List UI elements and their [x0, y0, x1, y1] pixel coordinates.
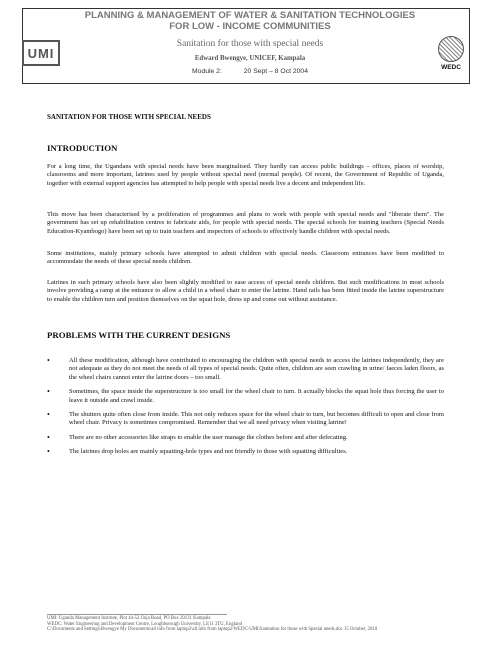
paragraph-3: Some institutions, mainly primary schools have attempted to admit children with special needs. Classroom entrances have been modified to accommodate the needs of these special needs children.	[47, 250, 444, 266]
section-heading-introduction: INTRODUCTION	[47, 143, 118, 153]
document-footer	[47, 614, 467, 633]
bullet-icon: •	[47, 356, 50, 365]
problems-list	[47, 357, 444, 457]
bullet-icon: •	[47, 447, 50, 457]
footer-line-path: C:\Documents and Settings\Bwengye My Documents\all info from laptop2\all info from laptop2\WEDC-UMI\Sanitation for those with Special needs.doc 15 October, 2010	[47, 627, 378, 633]
header-title-line1: PLANNING & MANAGEMENT OF WATER & SANITATION TECHNOLOGIES	[84, 10, 416, 21]
list-item-text: Sometimes, the space inside the superstructure is too small for the wheel chair to turn. It actually blocks the squat hole thus forcing the user to leave it outside and crawl inside.	[69, 388, 444, 404]
header-module: Module 2:	[192, 68, 222, 75]
paragraph-1: For a long time, the Ugandans with special needs have been marginalised. They hardly can access public buildings – offices, places of worship, classrooms and more important, latrines used by people without special need (normal people). Of recent, the Government of Republic of Uganda, together with external support agencies has attempted to help people with special needs live a decent and independent life.	[47, 163, 444, 187]
list-item	[47, 388, 444, 405]
paragraph-4: Latrines in such primary schools have also been slightly modified to ease access of special needs children. But such modifications in most schools involve providing a ramp at the entrance to allow a child in a wheel chair to enter the latrine. Hand rails has been fitted inside the latrine superstructure to enable the children turn and position themselves on the squat hole, dress up and come out without assistance.	[47, 279, 444, 303]
header-dates: 20 Sept – 8 Oct 2004	[243, 68, 308, 75]
list-item-text: The latrines drop holes are mainly squatting-hole types and not friendly to those with squatting difficulties.	[69, 448, 348, 456]
footer-line-umi: UMI: Uganda Management Institute, Plot 44-52 Jinja Road, PO Box 20131 Kampala	[47, 616, 211, 621]
umi-logo-text: UMI	[27, 45, 55, 61]
footer-line-wedc: WEDC: Water Engineering and Development Centre, Loughborough University, LE11 3TU, England	[47, 621, 242, 627]
header-author: Edward Bwengye, UNICEF, Kampala	[194, 55, 306, 62]
header-subtitle: Sanitation for those with special needs	[176, 39, 324, 49]
list-item-text: There are no other accessories like straps to enable the user manage the clothes before and after defecating.	[69, 433, 348, 441]
list-item	[47, 357, 444, 382]
umi-logo	[22, 40, 60, 66]
list-item	[47, 434, 444, 442]
wedc-logo-text: WEDC	[441, 64, 461, 71]
paragraph-2: This move has been characterised by a proliferation of programmes and plans to work with people with special needs and "liberate them". The government has set up rehabilitation centres to fabricate aids, for people with special needs. The special schools for training teachers (Special Needs Education-Kyambogo) have been set up to train teachers and inspectors of schools to effectively handle children with special needs.	[47, 211, 444, 235]
wedc-logo	[436, 36, 466, 76]
list-item-text: The shutters quite often close from inside. This not only reduces space for the wheel chair to turn, but becomes difficult to open and close from wheel chair. Privacy is sometimes compromised. Remember that we all need privacy when visiting latrine!	[69, 411, 444, 427]
bullet-icon: •	[47, 432, 50, 442]
bullet-icon: •	[47, 387, 50, 397]
list-item-text: All these modification, although have contributed to encouraging the children with special needs to access the latrines independently, they are not adequate as they do not meet the needs of all types of special needs. Quite often, children are seen crawling in urine/ faeces laden floors, as the wheel chairs cannot enter the latrine doors – too small.	[69, 357, 444, 381]
list-item	[47, 448, 444, 456]
document-title: SANITATION FOR THOSE WITH SPECIAL NEEDS	[47, 113, 211, 121]
list-item	[47, 411, 444, 428]
globe-icon	[438, 36, 464, 62]
bullet-icon: •	[47, 410, 50, 420]
section-heading-problems: PROBLEMS WITH THE CURRENT DESIGNS	[47, 330, 231, 340]
header-module-line	[60, 68, 440, 75]
header-title-line2: FOR LOW - INCOME COMMUNITIES	[169, 21, 331, 32]
footer-divider	[47, 614, 227, 615]
